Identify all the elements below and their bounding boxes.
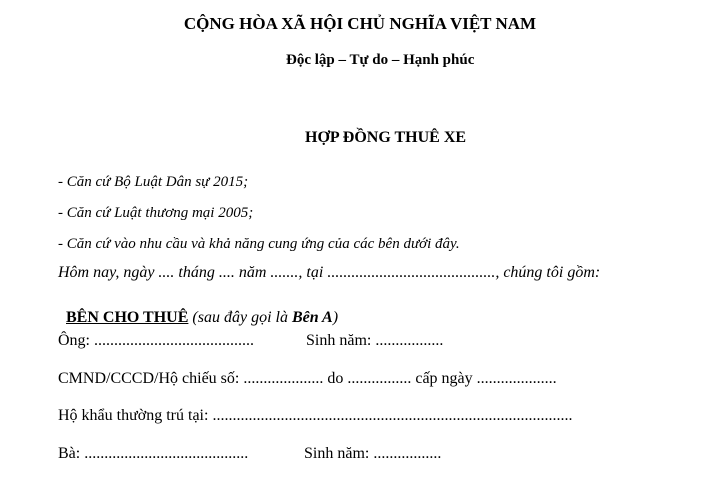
party-a-note-bold: Bên A bbox=[291, 309, 333, 326]
birth-year-field-2: Sinh năm: ................. bbox=[304, 445, 442, 462]
ba-field: Bà: ......................................... bbox=[58, 445, 249, 462]
basis-commercial-law: - Căn cứ Luật thương mại 2005; bbox=[58, 205, 254, 221]
contract-title: HỢP ĐỒNG THUÊ XE bbox=[305, 129, 467, 146]
residence-field: Hộ khẩu thường trú tại: .......................................................................................... bbox=[58, 407, 573, 424]
id-field: CMND/CCCD/Hộ chiếu số: .................... do ................ cấp ngày .................... bbox=[58, 370, 557, 387]
nation-heading: CỘNG HÒA XÃ HỘI CHỦ NGHĨA VIỆT NAM bbox=[183, 14, 537, 33]
birth-year-field-1: Sinh năm: ................. bbox=[306, 332, 444, 349]
party-a-note-suffix: ) bbox=[332, 309, 339, 326]
today-line: Hôm nay, ngày .... tháng .... năm ......., tại .........................................., chúng tôi gồm: bbox=[58, 264, 601, 281]
party-a-heading: BÊN CHO THUÊ bbox=[66, 309, 189, 326]
basis-needs: - Căn cứ vào nhu cầu và khả năng cung ứng của các bên dưới đây. bbox=[58, 236, 460, 252]
basis-civil-code: - Căn cứ Bộ Luật Dân sự 2015; bbox=[58, 174, 249, 190]
party-a-line bbox=[58, 291, 338, 327]
party-a-note-prefix: (sau đây gọi là bbox=[188, 309, 292, 326]
ong-field: Ông: ........................................ bbox=[58, 332, 254, 349]
motto: Độc lập – Tự do – Hạnh phúc bbox=[286, 52, 475, 68]
